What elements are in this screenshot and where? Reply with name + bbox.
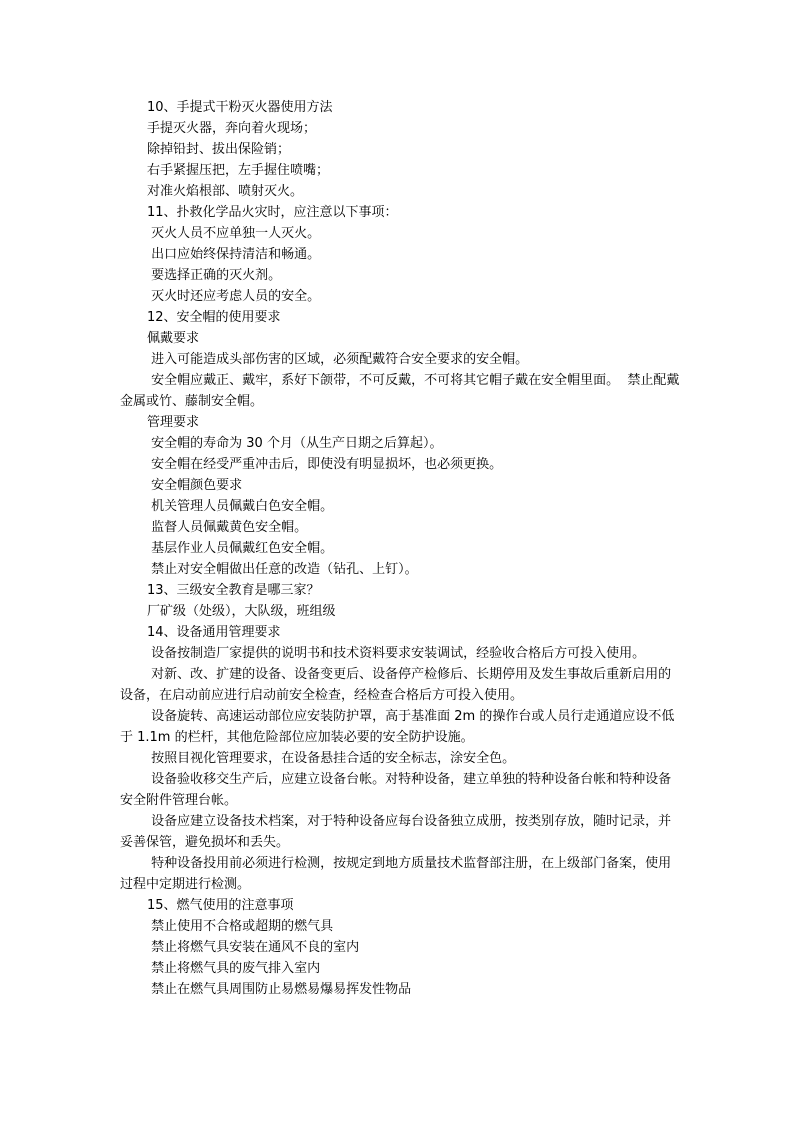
section-heading-10: 10、手提式干粉灭火器使用方法: [147, 100, 333, 115]
bullet-item: 禁止将燃气具安装在通风不良的室内: [147, 940, 360, 955]
document-body: [120, 97, 680, 1000]
bullet-item: 禁止对安全帽做出任意的改造（钻孔、上钉）。: [147, 562, 418, 577]
bullet-item: 出口应始终保持清洁和畅通。: [147, 247, 321, 262]
bullet-item: 禁止在燃气具周围防止易燃易爆易挥发性物品: [147, 982, 412, 997]
paragraph: 对准火焰根部、喷射灭火。: [147, 184, 304, 199]
subheading: 管理要求: [147, 415, 200, 430]
section-heading-12: 12、安全帽的使用要求: [147, 310, 281, 325]
bullet-item: 安全帽的寿命为 30 个月（从生产日期之后算起）。: [147, 436, 443, 451]
bullet-item: 按照目视化管理要求，在设备悬挂合适的安全标志，涂安全色。: [147, 751, 516, 766]
bullet-item: 禁止使用不合格或超期的燃气具: [147, 919, 334, 934]
bullet-item: 设备按制造厂家提供的说明书和技术资料要求安装调试，经验收合格后方可投入使用。: [147, 646, 646, 661]
bullet-item: 对新、改、扩建的设备、设备变更后、设备停产检修后、长期停用及发生事故后重新启用的设备，在启动前应进行启动前安全检查，经检查合格后方可投入使用。: [120, 667, 672, 703]
paragraph: 右手紧握压把，左手握住喷嘴；: [147, 163, 330, 178]
bullet-item: 设备旋转、高速运动部位应安装防护罩，高于基准面 2m 的操作台或人员行走通道应设不低于 1.1m 的栏杆，其他危险部位应加装必要的安全防护设施。: [120, 709, 675, 745]
bullet-item: 安全帽颜色要求: [147, 478, 243, 493]
paragraph: 手提灭火器，奔向着火现场；: [147, 121, 317, 136]
bullet-item: 设备验收移交生产后，应建立设备台帐。对特种设备，建立单独的特种设备台帐和特种设备安全附件管理台帐。: [120, 772, 672, 808]
bullet-item: 监督人员佩戴黄色安全帽。: [147, 520, 308, 535]
bullet-item: 禁止将燃气具的废气排入室内: [147, 961, 321, 976]
section-heading-14: 14、设备通用管理要求: [147, 625, 281, 640]
bullet-item: 基层作业人员佩戴红色安全帽。: [147, 541, 334, 556]
bullet-item: 设备应建立设备技术档案，对于特种设备应每台设备独立成册，按类别存放，随时记录，并妥善保管，避免损坏和丢失。: [120, 814, 672, 850]
section-heading-13: 13、三级安全教育是哪三家？: [147, 583, 320, 598]
bullet-item: 要选择正确的灭火剂。: [147, 268, 282, 283]
paragraph: 除掉铅封、拔出保险销；: [147, 142, 291, 157]
bullet-item: 安全帽在经受严重冲击后，即使没有明显损坏，也必须更换。: [147, 457, 503, 472]
section-heading-15: 15、燃气使用的注意事项: [147, 898, 294, 913]
bullet-item: 机关管理人员佩戴白色安全帽。: [147, 499, 334, 514]
section-heading-11: 11、扑救化学品火灾时，应注意以下事项：: [147, 205, 398, 220]
bullet-item: 安全帽应戴正、戴牢，系好下颌带，不可反戴，不可将其它帽子戴在安全帽里面。 禁止配戴金属或竹、藤制安全帽。: [120, 373, 680, 409]
subheading: 佩戴要求: [147, 331, 200, 346]
paragraph: 厂矿级（处级），大队级，班组级: [147, 604, 336, 619]
bullet-item: 灭火人员不应单独一人灭火。: [147, 226, 321, 241]
bullet-item: 灭火时还应考虑人员的安全。: [147, 289, 321, 304]
bullet-item: 特种设备投用前必须进行检测，按规定到地方质量技术监督部注册，在上级部门备案，使用过程中定期进行检测。: [120, 856, 672, 892]
bullet-item: 进入可能造成头部伤害的区域，必须配戴符合安全要求的安全帽。: [147, 352, 529, 367]
